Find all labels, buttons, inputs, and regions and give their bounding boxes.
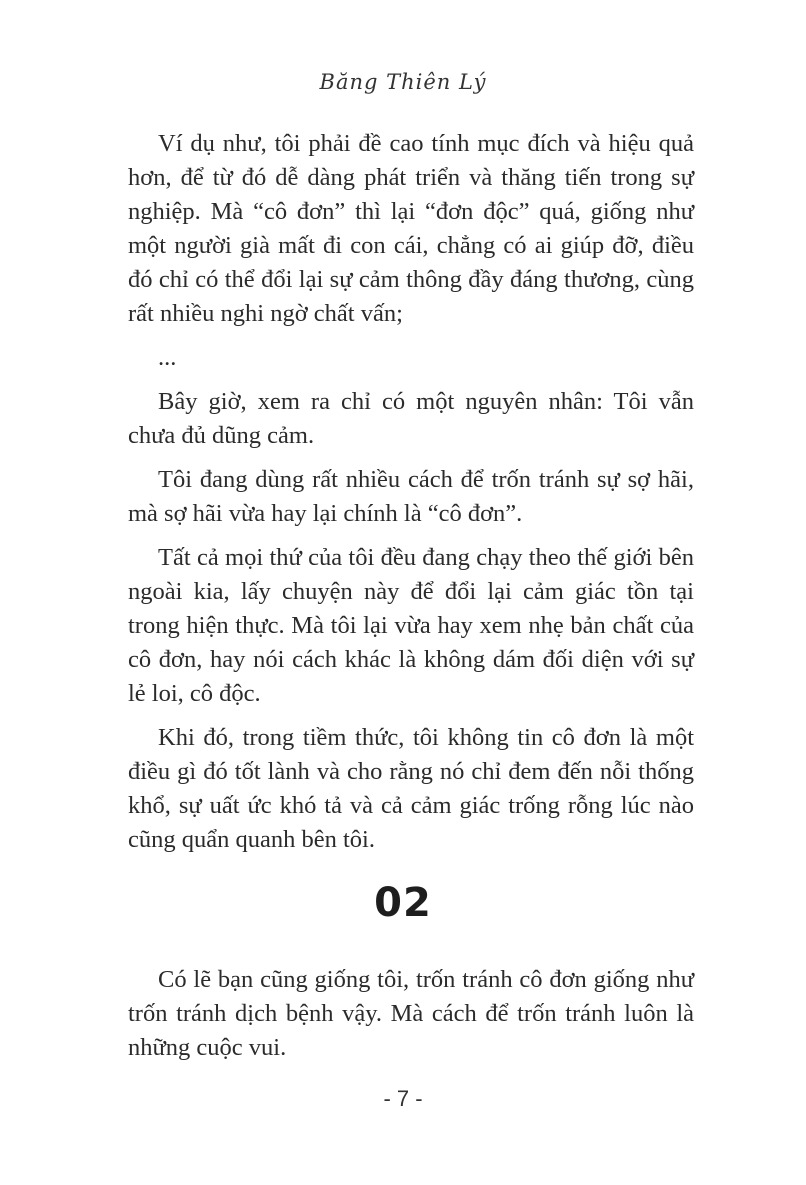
paragraph: Ví dụ như, tôi phải đề cao tính mục đích và hiệu quả hơn, để từ đó dễ dàng phát triển và thăng tiến trong sự nghiệp. Mà “cô đơn” thì lại “đơn độc” quá, giống như một người già mất đi con cái, chẳng có ai giúp đỡ, điều đó chỉ có thể đổi lại sự cảm thông đầy đáng thương, cùng rất nhiều nghi ngờ chất vấn; — [128, 130, 694, 327]
paragraph: Tất cả mọi thứ của tôi đều đang chạy theo thế giới bên ngoài kia, lấy chuyện này để đổi lại cảm giác tồn tại trong hiện thực. Mà tôi lại vừa hay xem nhẹ bản chất của cô đơn, hay nói cách khác là không dám đối diện với sự lẻ loi, cô độc. — [128, 544, 694, 707]
paragraph: Khi đó, trong tiềm thức, tôi không tin cô đơn là một điều gì đó tốt lành và cho rằng nó chỉ đem đến nỗi thống khổ, sự uất ức khó tả và cả cảm giác trống rỗng lúc nào cũng quẩn quanh bên tôi. — [128, 724, 694, 853]
paragraph: Bây giờ, xem ra chỉ có một nguyên nhân: Tôi vẫn chưa đủ dũng cảm. — [128, 388, 694, 449]
ellipsis-paragraph: ... — [158, 344, 177, 371]
chapter-number: 02 — [374, 880, 432, 926]
paragraph: Có lẽ bạn cũng giống tôi, trốn tránh cô đơn giống như trốn tránh dịch bệnh vậy. Mà cách để trốn tránh luôn là những cuộc vui. — [128, 966, 694, 1061]
page-number: - 7 - — [383, 1086, 423, 1111]
body-text — [128, 127, 694, 867]
running-header-author: Băng Thiên Lý — [319, 70, 487, 94]
paragraph: Tôi đang dùng rất nhiều cách để trốn tránh sự sợ hãi, mà sợ hãi vừa hay lại chính là “cô đơn”. — [128, 466, 694, 527]
chapter-text — [128, 963, 694, 1065]
